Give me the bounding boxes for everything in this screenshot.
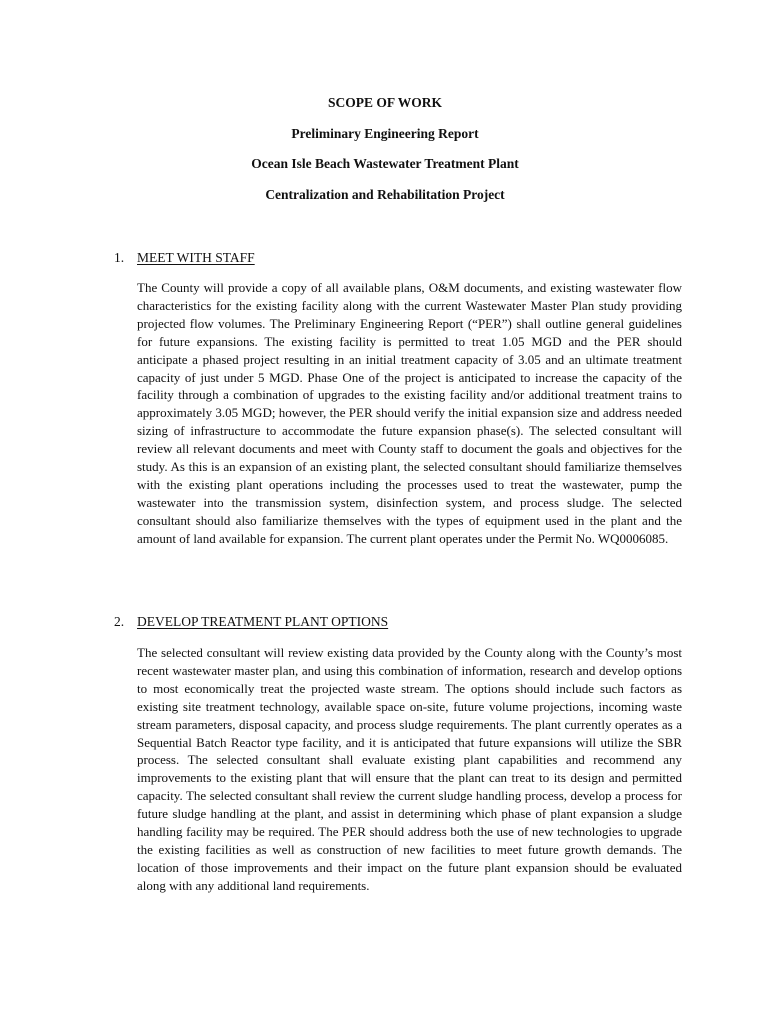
facility-name: Ocean Isle Beach Wastewater Treatment Plant [251,156,519,171]
section-1-title: MEET WITH STAFF [137,250,255,265]
section-1-body: The County will provide a copy of all available plans, O&M documents, and existing wastewater flow characteristics for the existing facility along with the current Wastewater Master Plan study providing projected flow volumes. The Preliminary Engineering Report (“PER”) shall outline general guidelines for future expansions. The existing facility is permitted to treat 1.05 MGD and the PER should anticipate a phased project resulting in an initial treatment capacity of 3.05 and an ultimate treatment capacity of just under 5 MGD. Phase One of the project is anticipated to increase the capacity of the facility through a combination of upgrades to the existing facility and/or additional treatment trains to approximately 3.05 MGD; however, the PER should verify the initial expansion size and address needed sizing of infrastructure to accommodate the future expansion phase(s). The selected consultant will review all relevant documents and meet with County staff to document the goals and objectives for the study. As this is an expansion of an existing plant, the selected consultant should familiarize themselves with the existing plant operations including the processes used to treat the wastewater, pump the wastewater into the transmission system, disinfection system, and process sludge. The selected consultant should also familiarize themselves with the types of equipment used in the plant and the amount of land available for expansion. The current plant operates under the Permit No. WQ0006085. [137,280,682,546]
document-subtitle: Preliminary Engineering Report [291,126,479,141]
document-title: SCOPE OF WORK [327,95,442,110]
section-2-body: The selected consultant will review existing data provided by the County along with the County’s most recent wastewater master plan, and using this combination of information, research and develop options to most economically treat the projected waste stream. The options should include such factors as existing site treatment technology, available space on-site, future volume projections, incoming waste stream parameters, disposal capacity, and process sludge requirements. The plant currently operates as a Sequential Batch Reactor type facility, and it is anticipated that future expansions will utilize the SBR process. The selected consultant shall evaluate existing plant capabilities and recommend any improvements to the existing plant that will ensure that the plant can treat to its design and permitted capacity. The selected consultant shall review the current sludge handling process, develop a process for future sludge handling at the plant, and assist in determining which phase of plant expansion a sludge handling facility may be required. The PER should address both the use of new technologies to upgrade the existing facilities as well as construction of new facilities to meet future growth demands. The location of those improvements and their impact on the future plant expansion should be evaluated along with any additional land requirements. [137,645,682,893]
section-1-number: 1. [114,250,125,265]
section-2-title: DEVELOP TREATMENT PLANT OPTIONS [137,614,389,629]
project-name: Centralization and Rehabilitation Project [265,187,505,202]
section-2-number: 2. [114,614,125,629]
